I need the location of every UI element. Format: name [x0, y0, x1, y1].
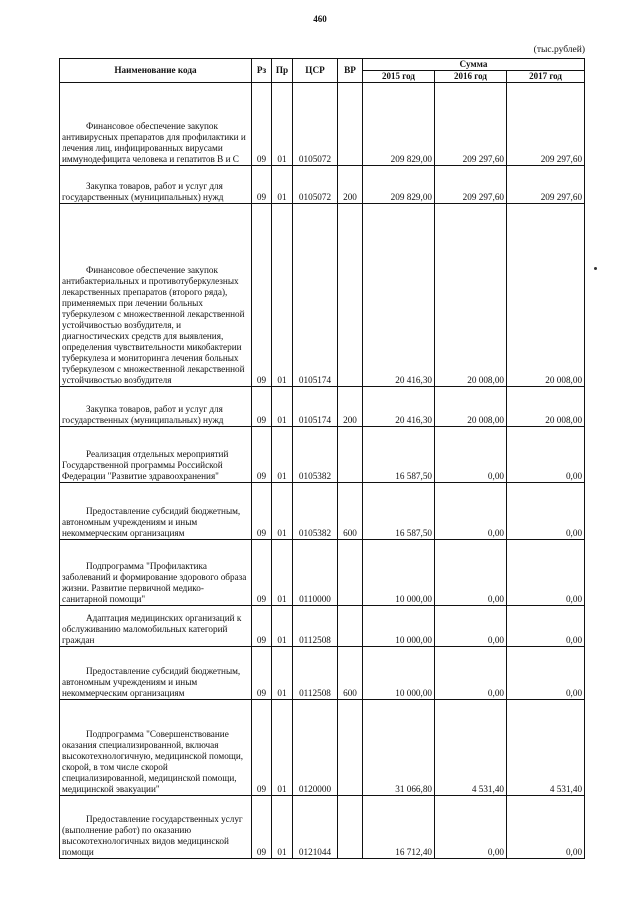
row-vr: 600: [338, 647, 363, 700]
row-csr: 0112508: [293, 606, 338, 647]
row-rz: 09: [252, 427, 272, 483]
row-value-2016: 0,00: [435, 606, 507, 647]
row-value-2015: 20 416,30: [363, 387, 435, 427]
row-rz: 09: [252, 540, 272, 606]
row-name: Предоставление субсидий бюджетным, автономным учреждениям и иным некоммерческим организациям: [60, 483, 252, 540]
row-value-2017: 0,00: [507, 540, 585, 606]
table-row: [60, 796, 585, 859]
row-pr: 01: [272, 483, 293, 540]
units-label: (тыс.рублей): [533, 45, 585, 55]
row-vr: [338, 427, 363, 483]
row-name: Подпрограмма "Совершенствование оказания специализированной, включая высокотехнологичную, медицинской помощи, скорой, в том числе скорой специализированной, медицинской помощи, медицинской эвакуации": [60, 700, 252, 796]
row-rz: 09: [252, 204, 272, 387]
row-pr: 01: [272, 204, 293, 387]
row-value-2017: 209 297,60: [507, 83, 585, 166]
row-value-2016: 4 531,40: [435, 700, 507, 796]
row-rz: 09: [252, 166, 272, 204]
row-name: Предоставление государственных услуг (выполнение работ) по оказанию высокотехнологичных видов медицинской помощи: [60, 796, 252, 859]
row-rz: 09: [252, 83, 272, 166]
row-pr: 01: [272, 166, 293, 204]
row-value-2017: 0,00: [507, 606, 585, 647]
row-value-2016: 20 008,00: [435, 204, 507, 387]
row-rz: 09: [252, 700, 272, 796]
row-value-2017: 0,00: [507, 647, 585, 700]
table-row: [60, 606, 585, 647]
row-rz: 09: [252, 647, 272, 700]
row-name: Закупка товаров, работ и услуг для государственных (муниципальных) нужд: [60, 166, 252, 204]
row-value-2015: 31 066,80: [363, 700, 435, 796]
col-header-vr: ВР: [338, 59, 363, 83]
row-vr: 200: [338, 166, 363, 204]
row-value-2017: 209 297,60: [507, 166, 585, 204]
row-value-2016: 0,00: [435, 427, 507, 483]
row-vr: [338, 606, 363, 647]
col-header-year-2015: 2015 год: [363, 71, 435, 83]
table-row: [60, 483, 585, 540]
table-row: [60, 540, 585, 606]
row-rz: 09: [252, 796, 272, 859]
row-csr: 0105174: [293, 387, 338, 427]
row-name: Предоставление субсидий бюджетным, автономным учреждениям и иным некоммерческим организациям: [60, 647, 252, 700]
table-row: [60, 83, 585, 166]
row-vr: [338, 83, 363, 166]
row-csr: 0105382: [293, 483, 338, 540]
row-value-2015: 16 587,50: [363, 427, 435, 483]
budget-table: [59, 58, 585, 859]
row-name: Адаптация медицинских организаций к обслуживанию маломобильных категорий граждан: [60, 606, 252, 647]
row-rz: 09: [252, 387, 272, 427]
row-vr: [338, 540, 363, 606]
col-header-year-2017: 2017 год: [507, 71, 585, 83]
row-value-2015: 16 712,40: [363, 796, 435, 859]
row-vr: [338, 700, 363, 796]
row-pr: 01: [272, 700, 293, 796]
row-value-2017: 0,00: [507, 483, 585, 540]
row-value-2015: 10 000,00: [363, 540, 435, 606]
row-value-2017: 4 531,40: [507, 700, 585, 796]
row-pr: 01: [272, 427, 293, 483]
row-vr: 200: [338, 387, 363, 427]
row-csr: 0120000: [293, 700, 338, 796]
table-row: [60, 647, 585, 700]
col-header-year-2016: 2016 год: [435, 71, 507, 83]
col-header-pr: Пр: [272, 59, 293, 83]
row-csr: 0105072: [293, 83, 338, 166]
row-name: Закупка товаров, работ и услуг для государственных (муниципальных) нужд: [60, 387, 252, 427]
row-csr: 0105382: [293, 427, 338, 483]
row-pr: 01: [272, 647, 293, 700]
row-value-2015: 20 416,30: [363, 204, 435, 387]
row-csr: 0105174: [293, 204, 338, 387]
row-value-2017: 20 008,00: [507, 204, 585, 387]
row-name: Финансовое обеспечение закупок антивирусных препаратов для профилактики и лечения лиц, инфицированных вирусами иммунодефицита человека и гепатитов В и С: [60, 83, 252, 166]
col-header-name: Наименование кода: [60, 59, 252, 83]
row-csr: 0110000: [293, 540, 338, 606]
row-pr: 01: [272, 540, 293, 606]
page-number: 460: [313, 14, 327, 24]
row-name: Подпрограмма "Профилактика заболеваний и формирование здорового образа жизни. Развитие первичной медико-санитарной помощи": [60, 540, 252, 606]
row-value-2017: 0,00: [507, 796, 585, 859]
row-value-2016: 209 297,60: [435, 83, 507, 166]
scan-speck: [594, 267, 597, 270]
table-row: [60, 387, 585, 427]
row-value-2015: 209 829,00: [363, 166, 435, 204]
row-name: Финансовое обеспечение закупок антибактериальных и противотуберкулезных лекарственных препаратов (второго ряда), применяемых при лечении больных туберкулезом с множественной лекарственной устойчивостью возбудителя, и диагностических средств для выявления, определения чувствительности микобактерии туберкулеза и мониторинга лечения больных туберкулезом с множественной лекарственной устойчивостью возбудителя: [60, 204, 252, 387]
table-row: [60, 427, 585, 483]
row-value-2016: 0,00: [435, 540, 507, 606]
row-csr: 0105072: [293, 166, 338, 204]
row-value-2015: 16 587,50: [363, 483, 435, 540]
table-row: [60, 204, 585, 387]
row-pr: 01: [272, 387, 293, 427]
row-value-2016: 209 297,60: [435, 166, 507, 204]
row-csr: 0112508: [293, 647, 338, 700]
col-header-sum: Сумма: [363, 59, 585, 71]
col-header-rz: Рз: [252, 59, 272, 83]
row-rz: 09: [252, 606, 272, 647]
row-pr: 01: [272, 606, 293, 647]
row-vr: [338, 796, 363, 859]
row-value-2017: 0,00: [507, 427, 585, 483]
row-name: Реализация отдельных мероприятий Государственной программы Российской Федерации "Развитие здравоохранения": [60, 427, 252, 483]
row-value-2015: 10 000,00: [363, 606, 435, 647]
row-csr: 0121044: [293, 796, 338, 859]
row-value-2016: 0,00: [435, 796, 507, 859]
row-value-2015: 209 829,00: [363, 83, 435, 166]
table-row: [60, 166, 585, 204]
row-value-2016: 0,00: [435, 647, 507, 700]
row-value-2015: 10 000,00: [363, 647, 435, 700]
col-header-csr: ЦСР: [293, 59, 338, 83]
row-value-2016: 0,00: [435, 483, 507, 540]
row-value-2016: 20 008,00: [435, 387, 507, 427]
row-value-2017: 20 008,00: [507, 387, 585, 427]
row-pr: 01: [272, 83, 293, 166]
row-vr: [338, 204, 363, 387]
row-pr: 01: [272, 796, 293, 859]
table-row: [60, 700, 585, 796]
row-rz: 09: [252, 483, 272, 540]
row-vr: 600: [338, 483, 363, 540]
